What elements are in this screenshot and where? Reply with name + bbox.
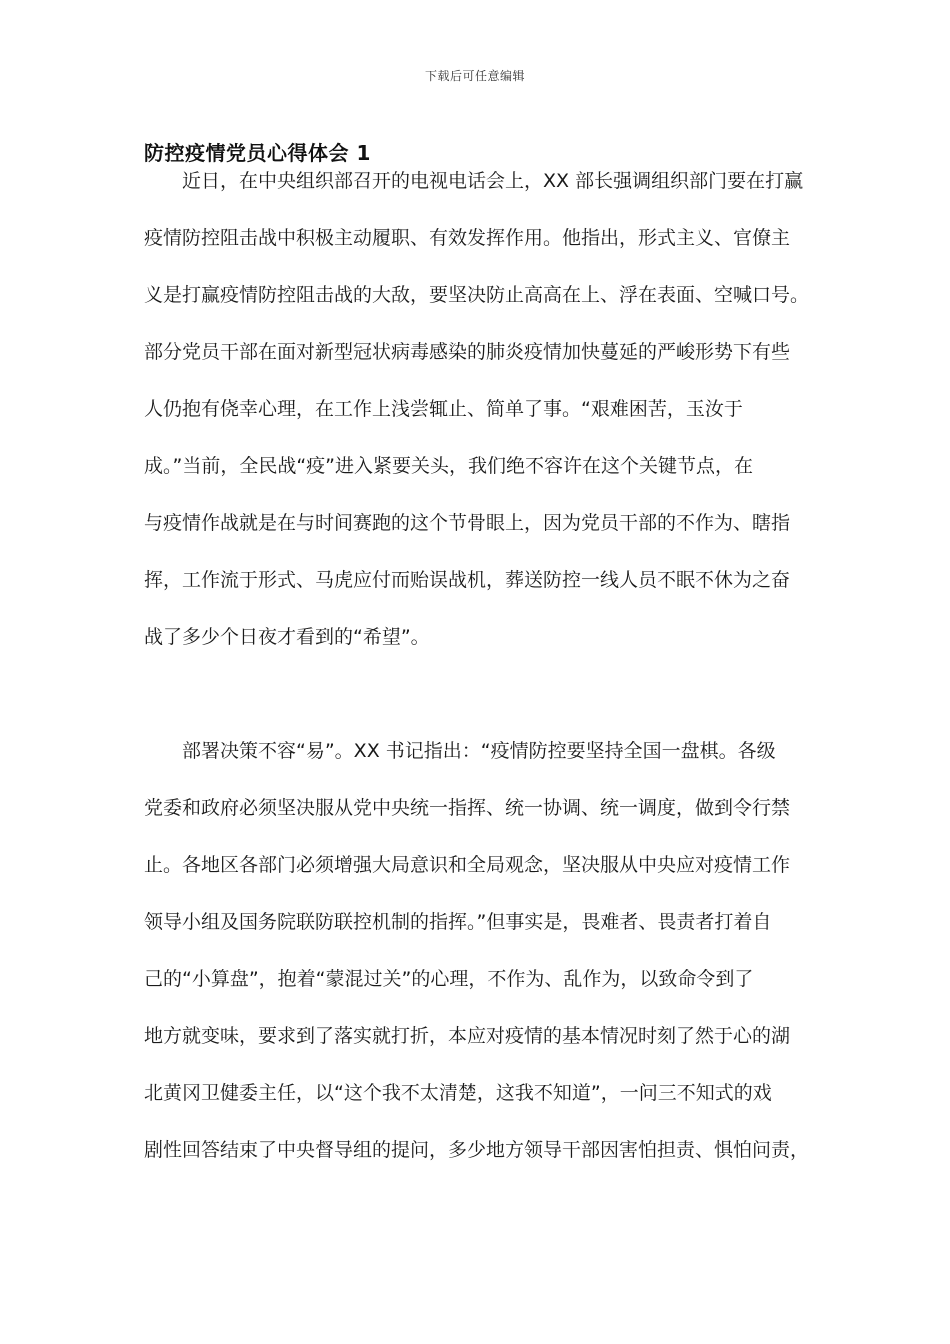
paragraph-2-line: 地方就变味，要求到了落实就打折，本应对疫情的基本情况时刻了然于心的湖: [144, 1025, 791, 1047]
paragraph-1-line: 近日，在中央组织部召开的电视电话会上，XX 部长强调组织部门要在打赢: [182, 170, 804, 192]
paragraph-1-line: 义是打赢疫情防控阻击战的大敌，要坚决防止高高在上、浮在表面、空喊口号。: [144, 284, 810, 306]
paragraph-1-line: 战了多少个日夜才看到的“希望”。: [144, 626, 430, 648]
paragraph-2-line: 剧性回答结束了中央督导组的提问，多少地方领导干部因害怕担责、惧怕问责，: [144, 1139, 810, 1161]
paragraph-1-line: 人仍抱有侥幸心理，在工作上浅尝辄止、简单了事。“艰难困苦，玉汝于: [144, 398, 743, 420]
paragraph-2-line: 止。各地区各部门必须增强大局意识和全局观念，坚决服从中央应对疫情工作: [144, 854, 791, 876]
paragraph-2-line: 部署决策不容“易”。XX 书记指出：“疫情防控要坚持全国一盘棋。各级: [182, 740, 776, 762]
paragraph-1-line: 挥，工作流于形式、马虎应付而贻误战机，葬送防控一线人员不眠不休为之奋: [144, 569, 791, 591]
header-note: 下载后可任意编辑: [424, 69, 525, 83]
paragraph-1-line: 与疫情作战就是在与时间赛跑的这个节骨眼上，因为党员干部的不作为、瞎指: [144, 512, 791, 534]
paragraph-2-line: 领导小组及国务院联防联控机制的指挥。”但事实是，畏难者、畏责者打着自: [144, 911, 772, 933]
paragraph-2-line: 己的“小算盘”，抱着“蒙混过关”的心理，不作为、乱作为，以致命令到了: [144, 968, 754, 990]
paragraph-2-line: 党委和政府必须坚决服从党中央统一指挥、统一协调、统一调度，做到令行禁: [144, 797, 791, 819]
paragraph-2-line: 北黄冈卫健委主任，以“这个我不太清楚，这我不知道”，一问三不知式的戏: [144, 1082, 772, 1104]
paragraph-1-line: 疫情防控阻击战中积极主动履职、有效发挥作用。他指出，形式主义、官僚主: [144, 227, 791, 249]
paragraph-1-line: 部分党员干部在面对新型冠状病毒感染的肺炎疫情加快蔓延的严峻形势下有些: [144, 341, 791, 363]
document-title: 防控疫情党员心得体会 1: [144, 141, 371, 165]
paragraph-1-line: 成。”当前，全民战“疫”进入紧要关头，我们绝不容许在这个关键节点，在: [144, 455, 754, 477]
